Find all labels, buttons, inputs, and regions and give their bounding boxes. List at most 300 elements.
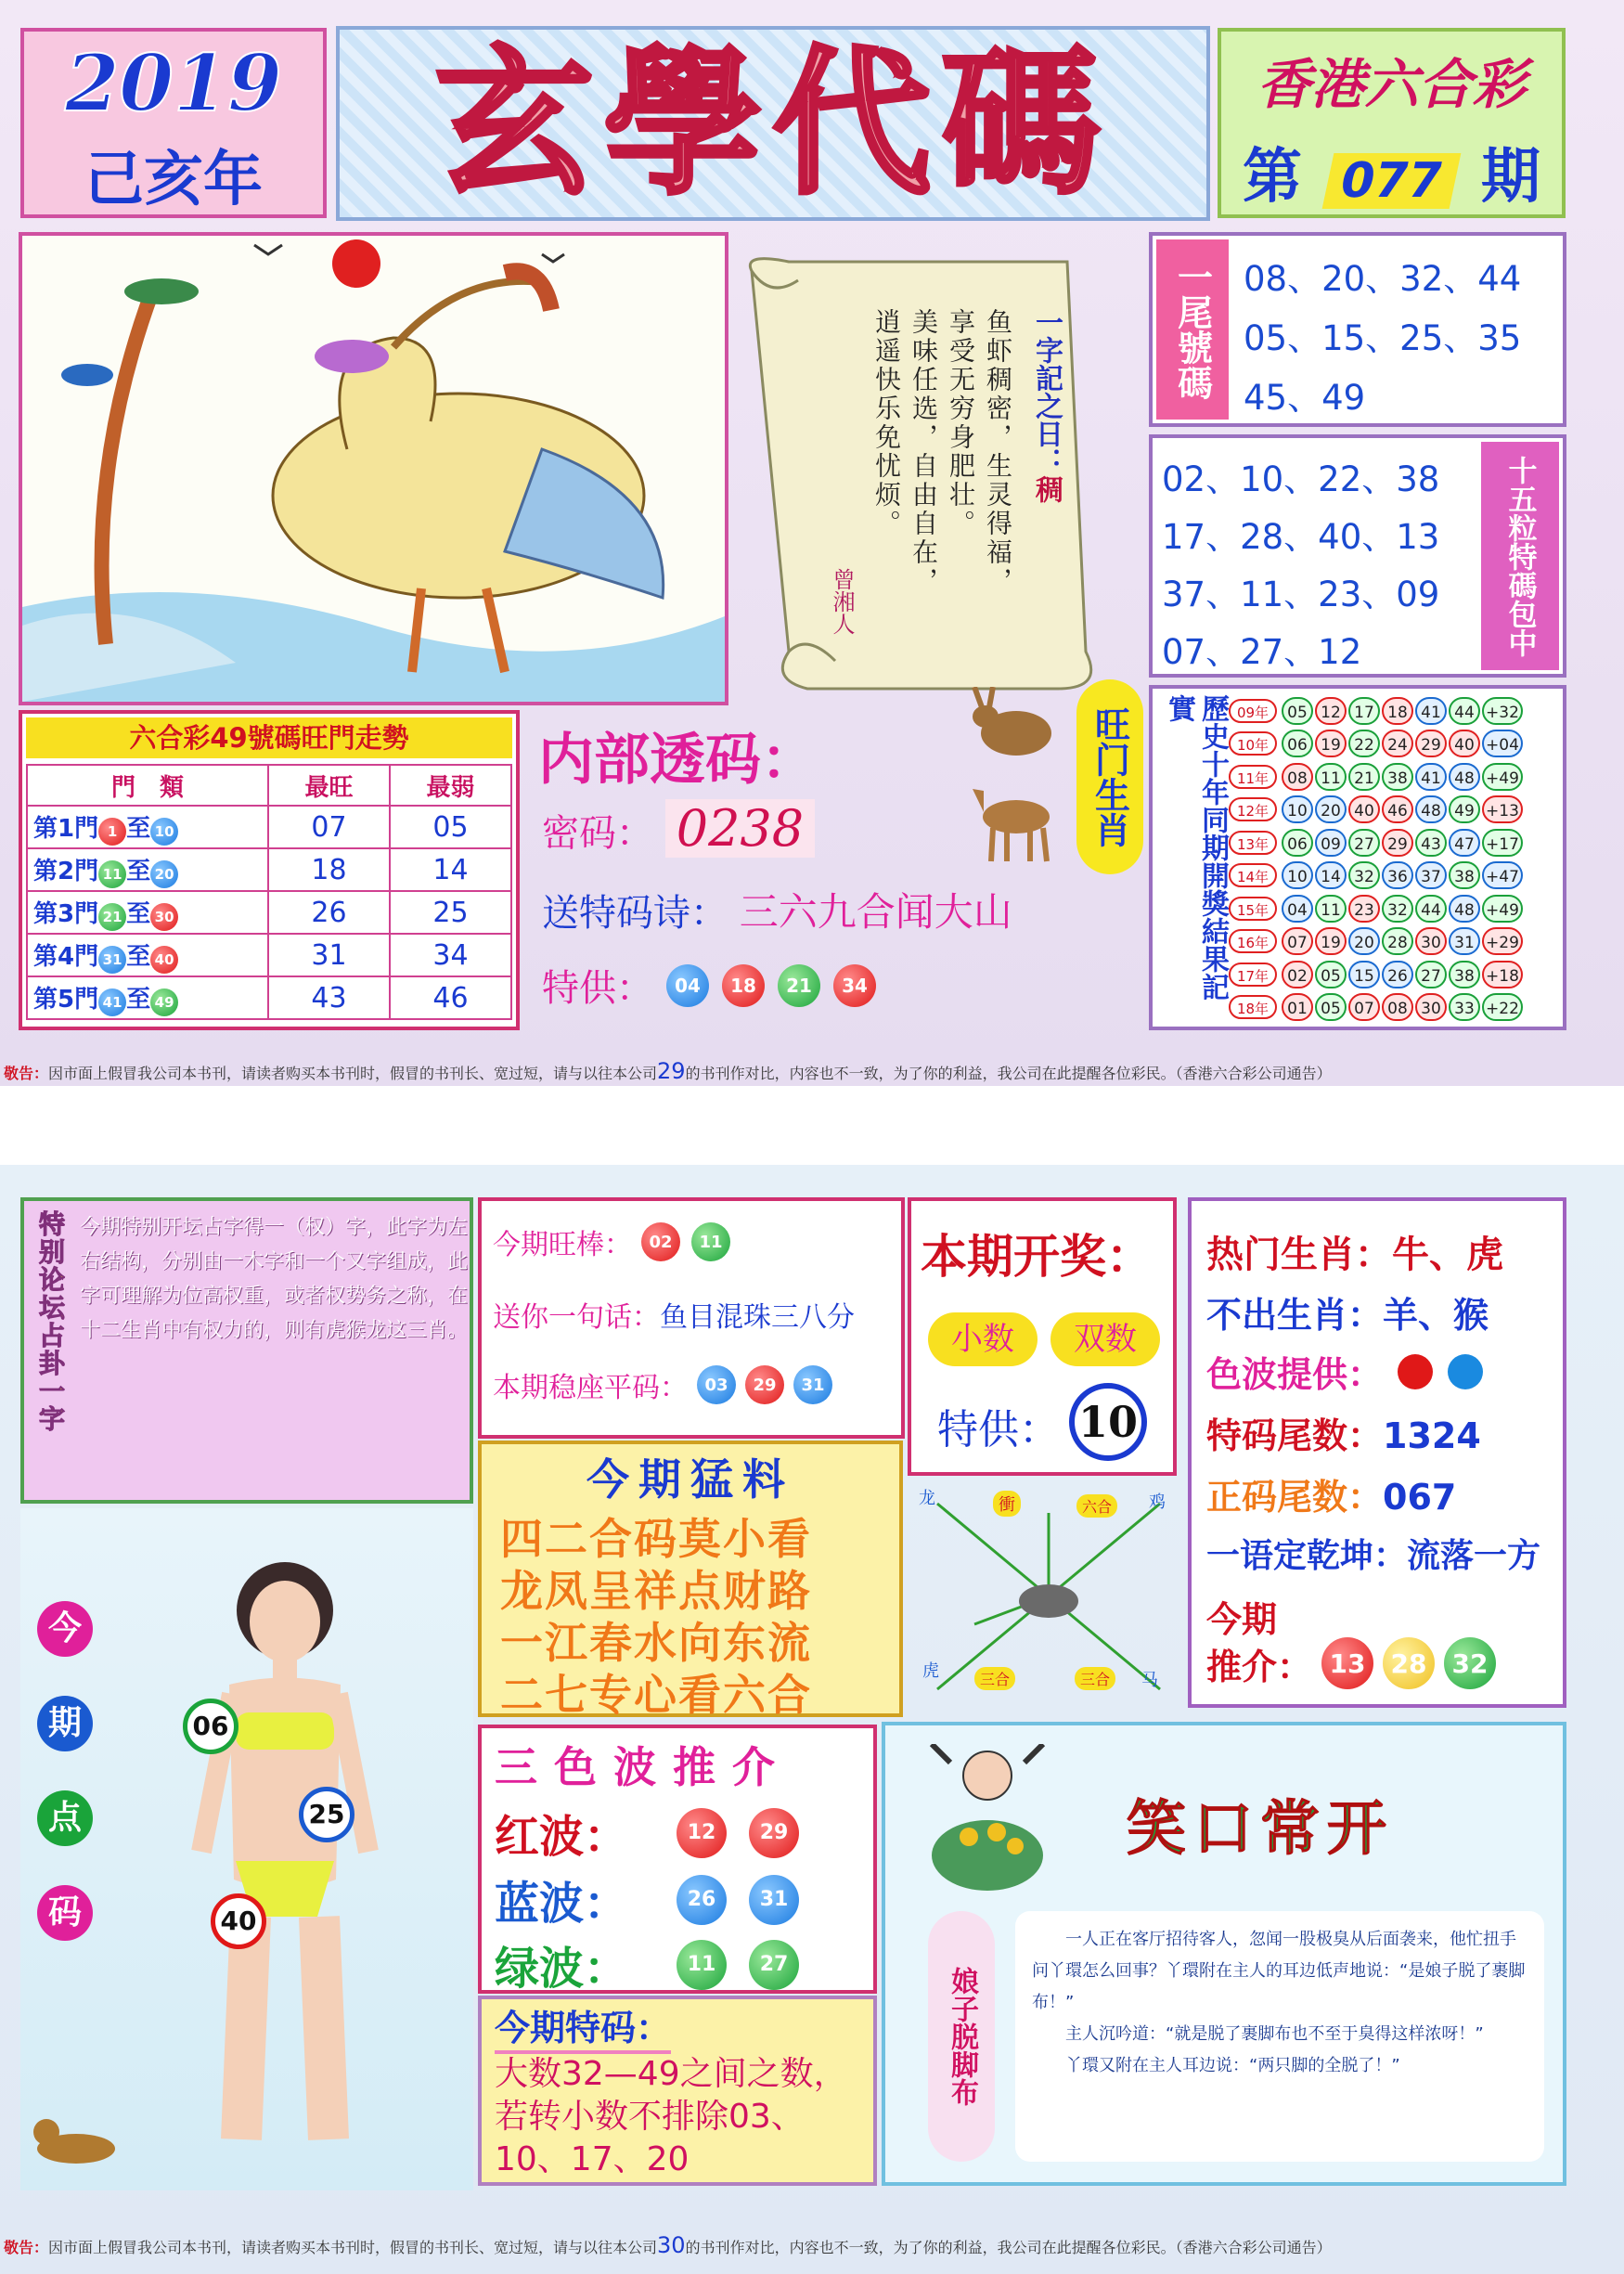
trend-door-cell — [27, 891, 268, 934]
trend-to-ball: 10 — [150, 818, 178, 846]
history-number: 11 — [1315, 895, 1347, 923]
history-number: 10 — [1282, 795, 1313, 823]
history-number: 05 — [1282, 697, 1313, 725]
history-special: +49 — [1482, 895, 1523, 923]
zheng-label: 正码尾数： — [1206, 1477, 1384, 1518]
fifteen-special-box — [1149, 434, 1566, 678]
jinqi-char: 点 — [37, 1790, 93, 1846]
poem-line-2: 享受无穷身肥壮。 — [946, 308, 976, 538]
trend-door-label: 第3門 — [33, 899, 99, 928]
joke-line-3: 丫環又附在主人耳边说：“两只脚的全脱了！” — [1065, 2056, 1400, 2075]
blue-wave-balls — [677, 1875, 799, 1925]
history-number: 05 — [1315, 961, 1347, 988]
history-special: +29 — [1482, 927, 1523, 955]
history-number: 41 — [1415, 697, 1447, 725]
poem-code-label: 送特码诗： — [542, 892, 728, 935]
history-number: 47 — [1449, 829, 1480, 857]
zheng-value: 067 — [1383, 1477, 1457, 1518]
issue-suffix: 期 — [1481, 143, 1541, 212]
trend-max-cell: 31 — [268, 934, 390, 976]
red-wave-label: 红波： — [495, 1811, 629, 1863]
joke-box — [882, 1722, 1566, 2186]
rel-sanhe-2: 三合 — [1075, 1667, 1115, 1690]
history-number: 15 — [1348, 961, 1380, 988]
history-row — [1229, 760, 1563, 794]
kill-row-3: 45、49 — [1244, 378, 1366, 418]
page-gap — [0, 1086, 1624, 1165]
rel-dragon: 龙 — [919, 1489, 935, 1508]
draw-tag-even: 双数 — [1050, 1312, 1160, 1366]
jinqi-ball: 06 — [183, 1699, 238, 1754]
history-year: 17年 — [1229, 963, 1277, 987]
history-special: +13 — [1482, 795, 1523, 823]
code-label: 密码： — [542, 812, 653, 855]
history-year: 16年 — [1229, 929, 1277, 953]
trend-table — [26, 764, 512, 1020]
rec-ball: 28 — [1383, 1637, 1435, 1689]
one-line — [1206, 1530, 1540, 1577]
history-number: 17 — [1348, 697, 1380, 725]
jinqi-ball: 25 — [299, 1787, 354, 1842]
history-year: 12年 — [1229, 797, 1277, 821]
rel-rooster: 鸡 — [1149, 1492, 1166, 1512]
trend-door-cell — [27, 976, 268, 1019]
stable-ball: 31 — [793, 1365, 832, 1404]
history-number: 43 — [1415, 829, 1447, 857]
hot-box — [1188, 1197, 1566, 1708]
model-photo — [20, 1508, 473, 2190]
history-number: 22 — [1348, 730, 1380, 757]
jinqi-char: 期 — [37, 1696, 93, 1751]
trend-row — [27, 934, 511, 976]
history-number: 48 — [1415, 795, 1447, 823]
history-row — [1229, 991, 1563, 1025]
trend-to-ball: 40 — [150, 946, 178, 974]
history-label-text: 歷史十年同期開獎結果記實 — [1163, 694, 1229, 1001]
trend-header-min: 最弱 — [390, 765, 511, 806]
trend-min-cell: 14 — [390, 848, 511, 891]
green-wave-label: 绿波： — [495, 1943, 629, 1995]
trend-from-ball: 31 — [98, 946, 126, 974]
green-wave-balls — [677, 1940, 799, 1990]
history-number: 02 — [1282, 961, 1313, 988]
hot-value: 牛、虎 — [1392, 1234, 1503, 1276]
kill-row-2: 05、15、25、35 — [1244, 318, 1522, 358]
special-code-text: 大数32—49之间之数，若转小数不排除03、10、17、20 — [495, 2055, 847, 2178]
history-number: 30 — [1415, 927, 1447, 955]
blue-dot-icon — [1448, 1354, 1483, 1389]
mengliao-line-3: 一江春水向东流 — [500, 1618, 812, 1668]
history-number: 14 — [1315, 861, 1347, 889]
history-number: 07 — [1282, 927, 1313, 955]
trend-min-cell: 34 — [390, 934, 511, 976]
rel-horse: 马 — [1141, 1671, 1158, 1690]
history-year: 13年 — [1229, 831, 1277, 855]
year-badge — [20, 28, 327, 218]
trend-door-cell — [27, 806, 268, 848]
inner-special-line — [542, 959, 876, 1012]
notice-top-text-a: 因市面上假冒我公司本书刊，请读者购买本书刊时，假冒的书刊长、宽过短，请与以往本公司 — [48, 1065, 658, 1082]
red-wave-line — [495, 1801, 799, 1865]
tail-line — [1206, 1407, 1481, 1458]
history-number: 06 — [1282, 730, 1313, 757]
draw-tag-small: 小数 — [928, 1312, 1038, 1366]
history-number: 19 — [1315, 927, 1347, 955]
history-number: 01 — [1282, 993, 1313, 1021]
history-number: 11 — [1315, 763, 1347, 791]
history-year: 11年 — [1229, 765, 1277, 789]
trend-door-label: 第4門 — [33, 942, 99, 971]
notice-bottom-text-a: 因市面上假冒我公司本书刊，请读者购买本书刊时，假冒的书刊长、宽过短，请与以往本公司 — [48, 2239, 658, 2256]
zheng-line — [1206, 1468, 1456, 1519]
fifteen-row-2: 17、28、40、13 — [1162, 517, 1440, 557]
trend-door-cell — [27, 848, 268, 891]
history-number: 40 — [1348, 795, 1380, 823]
wang-ball: 11 — [691, 1222, 730, 1261]
code-value: 0238 — [665, 799, 815, 858]
one-value: 流落一方 — [1407, 1537, 1541, 1575]
trend-header-max: 最旺 — [268, 765, 390, 806]
rec-line — [1206, 1637, 1496, 1689]
blue-wave-line — [495, 1867, 799, 1932]
blue-wave-ball: 26 — [677, 1875, 727, 1925]
history-number: 29 — [1415, 730, 1447, 757]
trend-connector: 至 — [126, 899, 151, 928]
history-row — [1229, 958, 1563, 991]
hot-label: 热门生肖： — [1206, 1234, 1392, 1276]
trend-header-door: 門 類 — [27, 765, 268, 806]
history-number: 37 — [1415, 861, 1447, 889]
history-number: 07 — [1348, 993, 1380, 1021]
red-wave-balls — [677, 1808, 799, 1858]
joke-side: 娘子脱脚布 — [928, 1911, 995, 2162]
history-rows — [1229, 694, 1563, 1024]
three-color-box — [478, 1725, 877, 1994]
inner-special-ball: 34 — [833, 964, 876, 1007]
history-number: 38 — [1449, 961, 1480, 988]
relation-arrows — [919, 1485, 1179, 1708]
rec-balls — [1321, 1637, 1496, 1689]
stable-ball: 29 — [745, 1365, 784, 1404]
history-number: 19 — [1315, 730, 1347, 757]
color-line — [1206, 1346, 1483, 1397]
history-special: +18 — [1482, 961, 1523, 988]
mengliao-line-2: 龙凤呈祥点财路 — [500, 1566, 812, 1616]
history-number: 30 — [1415, 993, 1447, 1021]
year-text: 2019 — [65, 37, 282, 129]
history-number: 08 — [1282, 763, 1313, 791]
notice-bottom-label: 敬告： — [4, 2239, 49, 2256]
history-number: 31 — [1449, 927, 1480, 955]
history-number: 18 — [1382, 697, 1413, 725]
horse-icon — [965, 780, 1067, 863]
history-year: 09年 — [1229, 699, 1277, 723]
title-banner — [336, 26, 1210, 221]
history-row — [1229, 728, 1563, 761]
trend-to-ball: 20 — [150, 860, 178, 888]
trend-to-ball: 49 — [150, 988, 178, 1016]
rel-chong: 衝 — [993, 1491, 1021, 1517]
trend-from-ball: 41 — [98, 988, 126, 1016]
joke-title — [1127, 1781, 1394, 1867]
trend-from-ball: 11 — [98, 860, 126, 888]
cold-line — [1206, 1286, 1489, 1337]
history-label — [1158, 694, 1232, 1025]
fifteen-row-3: 37、11、23、09 — [1162, 575, 1440, 614]
draw-special-ball: 10 — [1069, 1383, 1147, 1461]
poem-line-1: 鱼虾稠密，生灵得福， — [983, 308, 1013, 596]
saying-line — [493, 1294, 855, 1335]
history-number: 38 — [1382, 763, 1413, 791]
wang-balls — [641, 1222, 730, 1261]
history-row — [1229, 694, 1563, 728]
notice-bottom-num: 30 — [657, 2232, 686, 2258]
mengliao-line-4: 二七专心看六合 — [500, 1670, 812, 1720]
notice-top-text-b: 的书刊作对比，内容也不一致，为了你的利益，我公司在此提醒各位彩民。（香港六合彩公司通告） — [685, 1065, 1332, 1082]
history-year: 10年 — [1229, 731, 1277, 756]
history-number: 46 — [1382, 795, 1413, 823]
poem-line-4: 逍遥快乐免忧烦。 — [871, 308, 902, 538]
forum-box — [20, 1197, 473, 1504]
inner-special-ball: 04 — [666, 964, 709, 1007]
inner-code-line — [542, 799, 815, 858]
poem-code-value: 三六九合闻大山 — [739, 889, 1012, 935]
history-year: 14年 — [1229, 863, 1277, 887]
history-number: 23 — [1348, 895, 1380, 923]
history-number: 24 — [1382, 730, 1413, 757]
color-label: 色波提供： — [1206, 1354, 1384, 1395]
cold-value: 羊、猴 — [1383, 1295, 1489, 1336]
inner-code-title: 内部透码： — [538, 728, 817, 793]
history-row — [1229, 925, 1563, 959]
history-number: 44 — [1415, 895, 1447, 923]
history-number: 49 — [1449, 795, 1480, 823]
trend-from-ball: 1 — [98, 818, 126, 846]
trend-row — [27, 848, 511, 891]
hot-line — [1206, 1225, 1503, 1278]
fifteen-row-4: 07、27、12 — [1162, 632, 1362, 672]
draw-special-label: 特供： — [937, 1406, 1060, 1454]
rec-ball: 32 — [1444, 1637, 1496, 1689]
red-wave-ball: 12 — [677, 1808, 727, 1858]
rabbit-icon — [965, 687, 1058, 761]
zodiac-relation — [919, 1485, 1179, 1708]
history-number: 41 — [1415, 763, 1447, 791]
trend-table-box — [19, 710, 520, 1030]
history-number: 44 — [1449, 697, 1480, 725]
draw-title: 本期开奖： — [921, 1230, 1153, 1284]
history-number: 20 — [1315, 795, 1347, 823]
blue-wave-ball: 31 — [749, 1875, 799, 1925]
trend-row — [27, 976, 511, 1019]
history-number: 38 — [1449, 861, 1480, 889]
stable-balls — [697, 1365, 832, 1404]
history-number: 48 — [1449, 763, 1480, 791]
stable-line — [493, 1364, 832, 1405]
trend-max-cell: 18 — [268, 848, 390, 891]
mengliao-title: 今期猛料 — [586, 1454, 794, 1505]
history-number: 26 — [1382, 961, 1413, 988]
issue-line — [1221, 129, 1562, 214]
jinqi-ball: 40 — [211, 1893, 266, 1949]
history-row — [1229, 859, 1563, 893]
jinqi-chars — [37, 1601, 97, 1980]
inner-special-balls — [666, 964, 876, 1007]
history-number: 29 — [1382, 829, 1413, 857]
jinqi-char: 码 — [37, 1885, 93, 1941]
blue-wave-label: 蓝波： — [495, 1878, 629, 1930]
kill-row-1: 08、20、32、44 — [1244, 259, 1522, 299]
wangma-box — [478, 1197, 905, 1439]
rel-sanhe-1: 三合 — [974, 1667, 1015, 1690]
joke-line-1: 一人正在客厅招待客人，忽闻一股极臭从后面袭来，他忙扭手问丫環怎么回事？丫環附在主人的耳边低声地说：“是娘子脱了裹脚布！” — [1032, 1930, 1526, 2012]
history-number: 27 — [1348, 829, 1380, 857]
cold-label: 不出生肖： — [1206, 1295, 1384, 1336]
tail-label: 特码尾数： — [1206, 1415, 1384, 1456]
mengliao-box — [478, 1441, 903, 1720]
rel-liuhe: 六合 — [1076, 1494, 1117, 1518]
trend-door-label: 第5門 — [33, 985, 99, 1014]
notice-top-num: 29 — [657, 1058, 686, 1084]
stable-ball: 03 — [697, 1365, 736, 1404]
trend-rows — [27, 806, 511, 1019]
history-row — [1229, 794, 1563, 827]
issue-prefix: 第 — [1242, 143, 1302, 212]
poem-code-line — [542, 882, 1012, 937]
history-number: 09 — [1315, 829, 1347, 857]
three-color-title: 三色波推介 — [495, 1742, 792, 1792]
joke-title-text: 笑口常开 — [1127, 1795, 1394, 1864]
trend-max-cell: 07 — [268, 806, 390, 848]
history-special: +49 — [1482, 763, 1523, 791]
history-row — [1229, 826, 1563, 859]
history-box — [1149, 685, 1566, 1030]
rel-tiger: 虎 — [922, 1661, 939, 1681]
trend-min-cell: 05 — [390, 806, 511, 848]
special-code-title: 今期特码： — [495, 1999, 671, 2054]
forum-text: 今期特别开坛占字得一（权）字，此字为左右结构，分别由一木字和一个又字组成，此字可理解为位高权重，或者权势务之称，在十二生肖中有权力的，则有虎猴龙这三肖。 — [80, 1216, 469, 1342]
trend-row — [27, 891, 511, 934]
trend-door-cell — [27, 934, 268, 976]
trend-to-ball: 30 — [150, 903, 178, 931]
rec-ball: 13 — [1321, 1637, 1373, 1689]
history-number: 05 — [1315, 993, 1347, 1021]
saying-label: 送你一句话： — [493, 1301, 660, 1334]
history-number: 27 — [1415, 961, 1447, 988]
history-number: 32 — [1348, 861, 1380, 889]
jinqi-char: 今 — [37, 1601, 93, 1657]
inner-special-label: 特供： — [542, 967, 653, 1010]
red-dot-icon — [1398, 1354, 1433, 1389]
trend-door-label: 第2門 — [33, 857, 99, 885]
crane-illustration — [19, 232, 728, 705]
trend-max-cell: 43 — [268, 976, 390, 1019]
history-number: 10 — [1282, 861, 1313, 889]
joke-card — [1015, 1911, 1544, 2162]
history-number: 20 — [1348, 927, 1380, 955]
brand-box — [1218, 28, 1566, 218]
mengliao-line-1: 四二合码莫小看 — [500, 1514, 812, 1564]
green-wave-ball: 27 — [749, 1940, 799, 1990]
poem-heading-text: 一字記之日： — [1030, 308, 1063, 475]
poem-seal: 曾湘人 — [829, 568, 855, 635]
green-wave-line — [495, 1932, 799, 1996]
history-year: 18年 — [1229, 995, 1277, 1019]
poem-heading — [1025, 308, 1066, 503]
trend-max-cell: 26 — [268, 891, 390, 934]
trend-min-cell: 46 — [390, 976, 511, 1019]
brand-text: 香港六合彩 — [1257, 53, 1527, 116]
trend-door-label: 第1門 — [33, 814, 99, 843]
trend-min-cell: 25 — [390, 891, 511, 934]
wang-ball: 02 — [641, 1222, 680, 1261]
trend-connector: 至 — [126, 942, 151, 971]
history-number: 36 — [1382, 861, 1413, 889]
one-label: 一语定乾坤： — [1206, 1537, 1408, 1575]
kill-numbers-label: 一尾號碼 — [1156, 239, 1229, 420]
rec-label-1: 今期 — [1206, 1599, 1278, 1640]
red-wave-ball: 29 — [749, 1808, 799, 1858]
poem-heading-char: 稠 — [1030, 475, 1063, 503]
history-number: 40 — [1449, 730, 1480, 757]
crane-picture — [22, 236, 725, 702]
history-number: 21 — [1348, 763, 1380, 791]
inner-special-ball: 21 — [778, 964, 820, 1007]
tail-value: 1324 — [1383, 1415, 1481, 1456]
wangmen-label: 旺门生肖 — [1076, 679, 1143, 874]
trend-from-ball: 21 — [98, 903, 126, 931]
history-number: 08 — [1382, 993, 1413, 1021]
history-number: 04 — [1282, 895, 1313, 923]
history-number: 48 — [1449, 895, 1480, 923]
green-wave-ball: 11 — [677, 1940, 727, 1990]
notice-top-label: 敬告： — [4, 1065, 49, 1082]
history-number: 33 — [1449, 993, 1480, 1021]
wang-label: 今期旺棒： — [493, 1229, 632, 1261]
history-row — [1229, 892, 1563, 925]
history-special: +22 — [1482, 993, 1523, 1021]
history-number: 32 — [1382, 895, 1413, 923]
inner-special-ball: 18 — [722, 964, 765, 1007]
fifteen-row-1: 02、10、22、38 — [1162, 459, 1440, 499]
year-name: 己亥年 — [84, 146, 263, 214]
history-number: 28 — [1382, 927, 1413, 955]
trend-title: 六合彩49號碼旺門走勢 — [26, 717, 512, 758]
notice-top — [4, 1058, 1620, 1084]
kill-numbers-box — [1149, 232, 1566, 427]
poem-scroll — [733, 243, 1141, 703]
history-number: 06 — [1282, 829, 1313, 857]
history-year: 15年 — [1229, 897, 1277, 921]
history-number: 12 — [1315, 697, 1347, 725]
poem-line-3: 美味任选，自由自在， — [909, 308, 939, 596]
notice-bottom-text-b: 的书刊作对比，内容也不一致，为了你的利益，我公司在此提醒各位彩民。（香港六合彩公司通告） — [685, 2239, 1332, 2256]
history-special: +47 — [1482, 861, 1523, 889]
page-title: 玄學代碼 — [434, 32, 1111, 216]
saying-text: 鱼目混珠三八分 — [660, 1301, 855, 1334]
money-man-icon — [922, 1744, 1052, 1893]
wang-line — [493, 1221, 730, 1262]
history-special: +32 — [1482, 697, 1523, 725]
trend-connector: 至 — [126, 857, 151, 885]
special-code-box — [478, 1996, 877, 2186]
trend-connector: 至 — [126, 814, 151, 843]
issue-number: 077 — [1322, 153, 1461, 209]
joke-line-2: 主人沉吟道：“就是脱了裹脚布也不至于臭得这样浓呀！” — [1065, 2024, 1484, 2044]
history-special: +04 — [1482, 730, 1523, 757]
notice-bottom — [4, 2232, 1620, 2258]
history-special: +17 — [1482, 829, 1523, 857]
